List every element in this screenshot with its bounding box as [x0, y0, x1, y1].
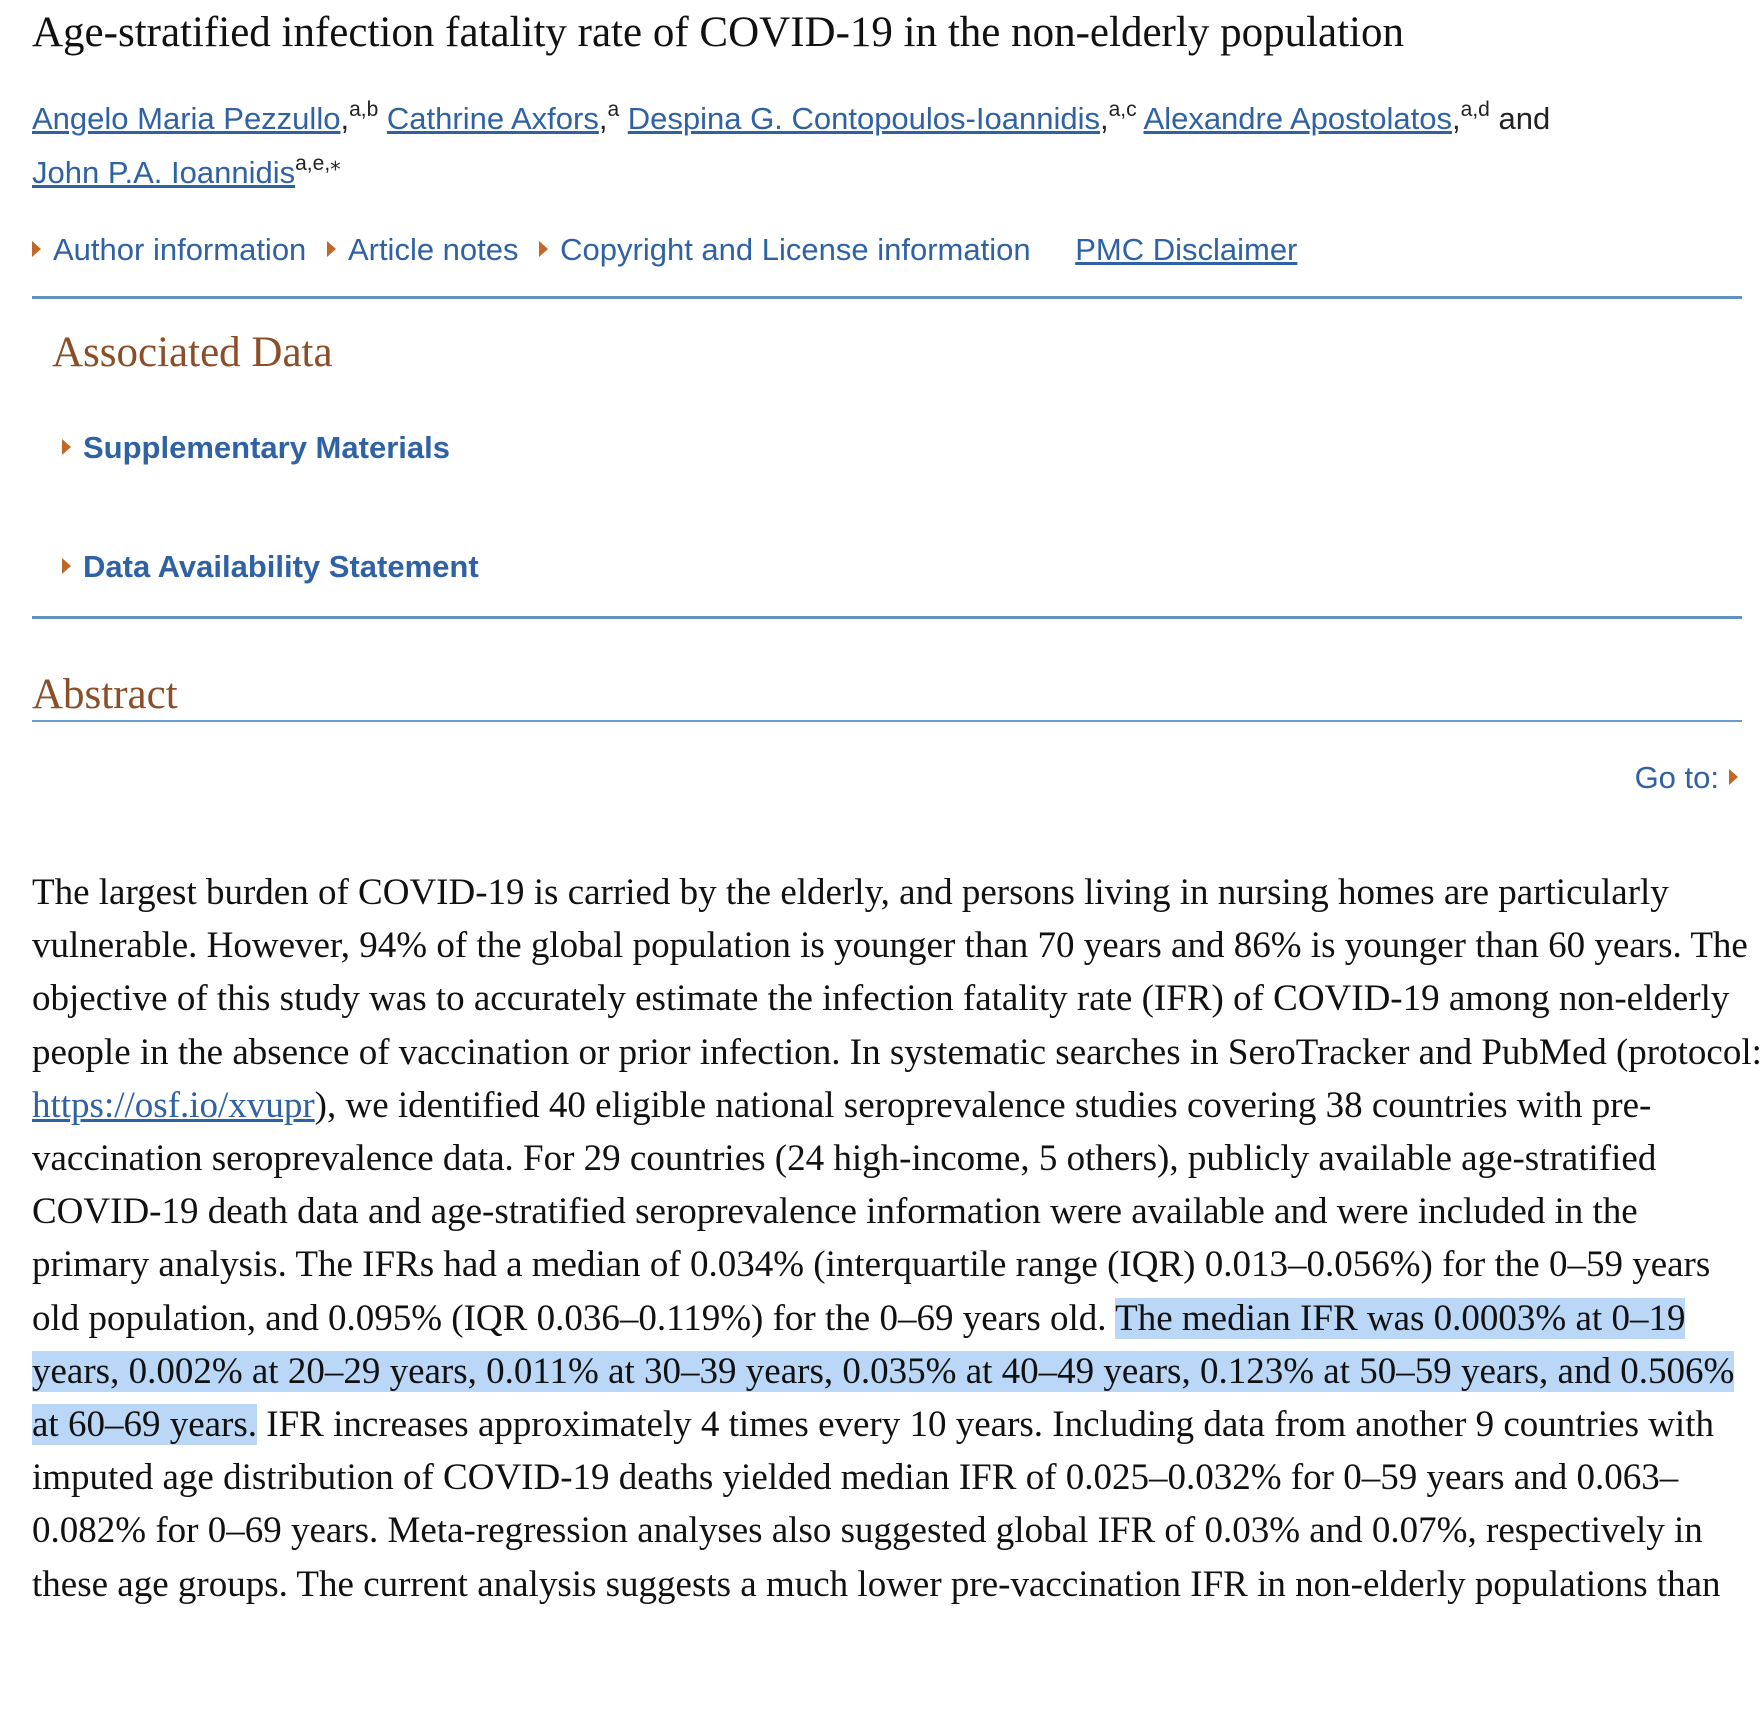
abstract-text-segment: The largest burden of COVID-19 is carried by the elderly, and persons living in nursing homes are particularly vulnerable. However, 94% of the global population is younger than 70 years and 86% is younger than 60 years. The objective of this study was to accurately estimate the infection fatality rate (IFR) of COVID-19 among non-elderly people in the absence of vaccination or prior infection. In systematic searches in SeroTracker and PubMed (protocol: — [32, 872, 1762, 1073]
section-divider — [32, 616, 1742, 619]
author-link[interactable]: Angelo Maria Pezzullo — [32, 101, 341, 136]
author-list — [32, 92, 1712, 200]
pmc-disclaimer-link[interactable]: PMC Disclaimer — [1075, 232, 1298, 267]
article-title: Age-stratified infection fatality rate of COVID-19 in the non-elderly population — [32, 9, 1404, 56]
triangle-right-icon — [539, 241, 548, 257]
triangle-right-icon — [327, 241, 336, 257]
author-link[interactable]: John P.A. Ioannidis — [32, 155, 296, 190]
abstract-text — [32, 866, 1762, 1611]
author-separator: , — [1452, 101, 1461, 136]
triangle-right-icon — [1729, 769, 1738, 785]
article-meta-links — [32, 232, 1297, 268]
author-link[interactable]: Alexandre Apostolatos — [1143, 101, 1453, 136]
author-separator: , — [1099, 101, 1109, 136]
section-divider — [32, 296, 1742, 299]
article-notes-toggle[interactable]: Article notes — [327, 232, 519, 267]
protocol-link[interactable]: https://osf.io/xvupr — [32, 1084, 315, 1126]
abstract-text-segment: IFR increases approximately 4 times every 10 years. Including data from another 9 countries with imputed age distribution of COVID-19 deaths yielded median IFR of 0.025–0.032% for 0–59 years and 0.063–0.082% for 0–69 years. Meta-regression analyses also suggested global IFR of 0.03% and 0.07%, respectively in these age groups. The current analysis suggests a much lower pre-vaccination IFR in non-elderly populations than — [32, 1404, 1721, 1605]
author-affiliation: a,b — [349, 98, 379, 121]
author-link[interactable]: Despina G. Contopoulos-Ioannidis — [627, 101, 1100, 136]
author-information-toggle[interactable]: Author information — [32, 232, 306, 267]
goto-menu[interactable] — [1635, 760, 1738, 796]
author-link[interactable]: Cathrine Axfors — [386, 101, 599, 136]
triangle-right-icon — [62, 439, 71, 455]
author-affiliation: a,d — [1460, 98, 1490, 121]
author-separator: , — [340, 101, 350, 136]
author-separator: , — [598, 101, 608, 136]
supplementary-materials-toggle[interactable]: Supplementary Materials — [62, 430, 450, 466]
abstract-heading-underline — [32, 720, 1742, 722]
abstract-heading: Abstract — [32, 671, 178, 718]
triangle-right-icon — [32, 241, 41, 257]
highlighted-text-selection: The median IFR was 0.0003% at 0–19 years, 0.002% at 20–29 years, 0.011% at 30–39 years, 0.035% at 40–49 years, 0.123% at 50–59 years, and 0.506% at 60–69 years. — [32, 1297, 1735, 1446]
author-affiliation: a,c — [1108, 98, 1137, 121]
author-affiliation: a,e,⁎ — [295, 152, 341, 175]
goto-label: Go to: — [1634, 760, 1719, 795]
author-conjunction: and — [1489, 101, 1551, 136]
copyright-license-toggle[interactable]: Copyright and License information — [539, 232, 1030, 267]
author-affiliation: a — [607, 98, 620, 121]
abstract-text-segment: ), we identified 40 eligible national seroprevalence studies covering 38 countries with pre-vaccination seroprevalence data. For 29 countries (24 high-income, 5 others), publicly available age-stratified COVID-19 death data and age-stratified seroprevalence information were available and were included in the primary analysis. The IFRs had a median of 0.034% (interquartile range (IQR) 0.013–0.056%) for the 0–59 years old population, and 0.095% (IQR 0.036–0.119%) for the 0–69 years old. — [32, 1084, 1711, 1339]
associated-data-heading: Associated Data — [52, 329, 333, 376]
triangle-right-icon — [62, 558, 71, 574]
data-availability-toggle[interactable]: Data Availability Statement — [62, 549, 479, 585]
